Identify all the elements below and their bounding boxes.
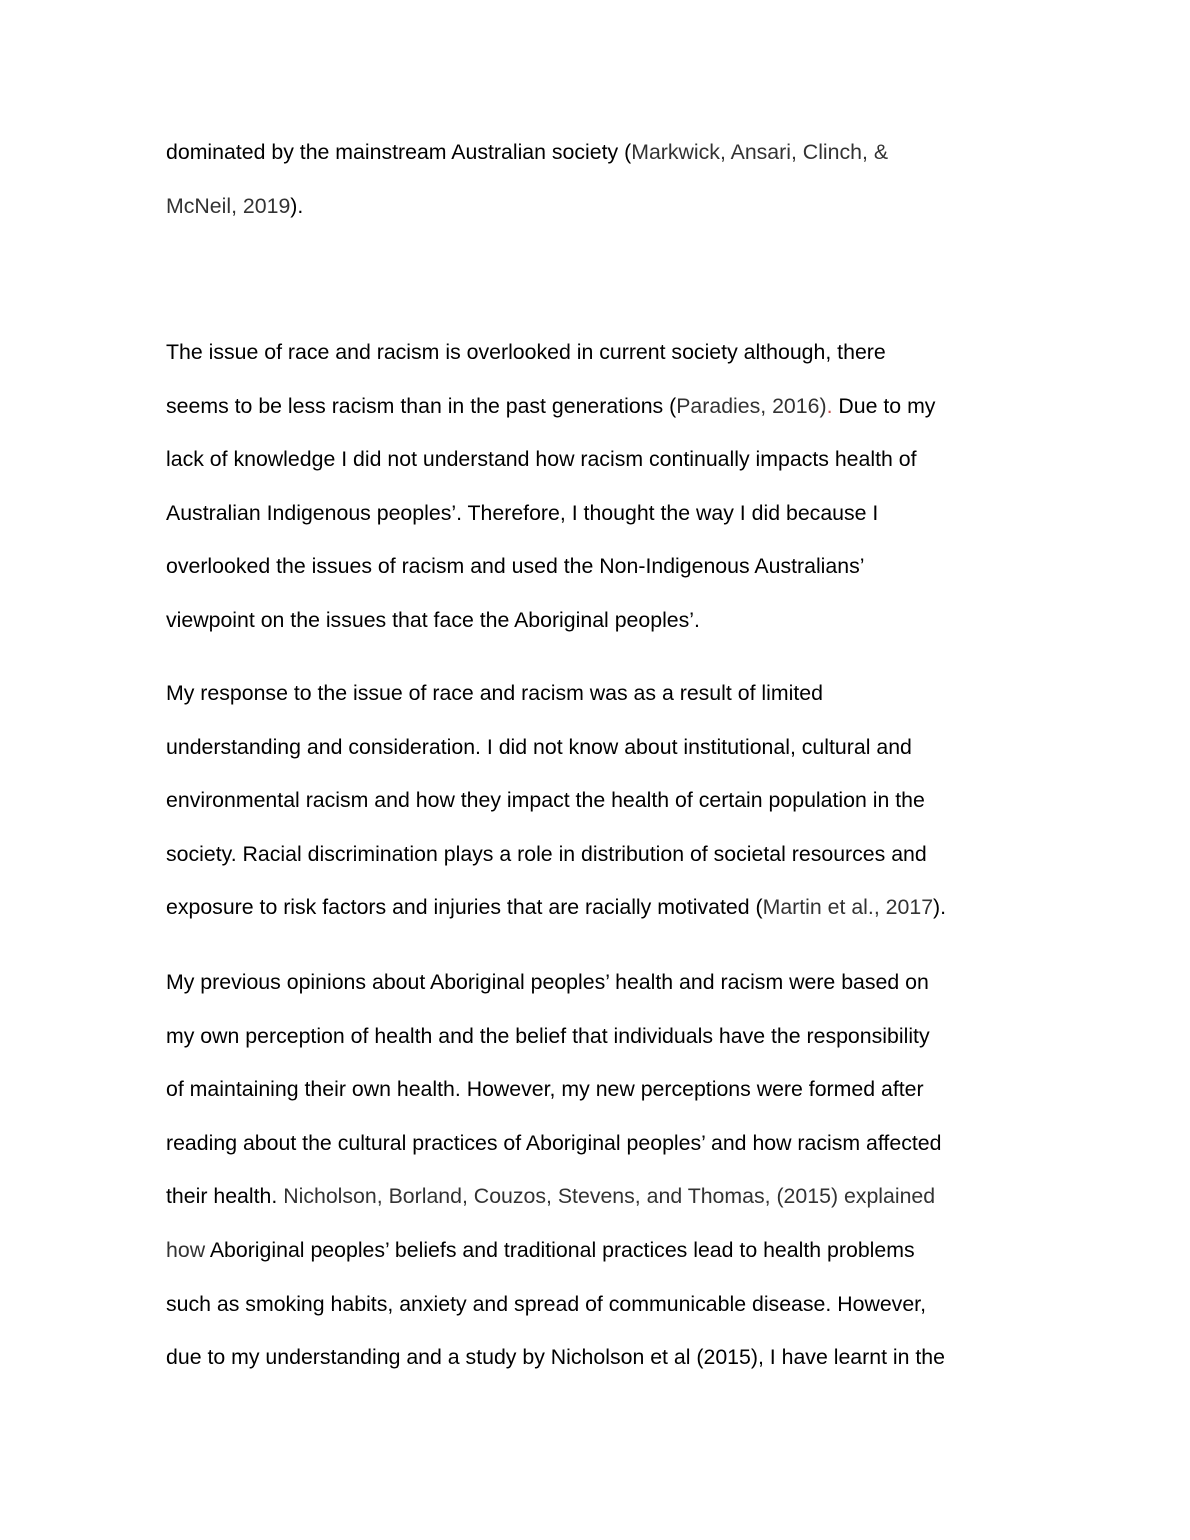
body-text: their health. [166, 1184, 284, 1209]
body-text: understanding and consideration. I did not know about institutional, cultural and [166, 734, 912, 759]
text-line [166, 594, 1046, 648]
body-text: society. Racial discrimination plays a role in distribution of societal resources and [166, 841, 927, 866]
body-text: reading about the cultural practices of Aboriginal peoples’ and how racism affected [166, 1130, 942, 1155]
body-text: Due to my [832, 393, 936, 418]
text-line [166, 956, 1046, 1010]
citation-text: Nicholson, Borland, Couzos, Stevens, and Thomas, (2015) explained [283, 1184, 936, 1209]
body-text: ). [290, 193, 304, 218]
text-line [166, 1278, 1046, 1332]
text-line [166, 774, 1046, 828]
text-line [166, 380, 1046, 434]
citation-text: how [166, 1237, 206, 1262]
citation-text: McNeil, 2019 [166, 193, 291, 218]
body-text: my own perception of health and the belief that individuals have the responsibility [166, 1023, 930, 1048]
body-text: The issue of race and racism is overlooked in current society although, there [166, 340, 886, 364]
text-line [166, 1224, 1046, 1278]
body-text: due to my understanding and a study by Nicholson et al (2015), I have learnt in the [166, 1345, 946, 1370]
body-text: Australian Indigenous peoples’. Therefore, I thought the way I did because I [166, 500, 879, 525]
text-line [166, 126, 1046, 180]
text-line [166, 1331, 1046, 1385]
text-line [166, 828, 1046, 882]
body-text: seems to be less racism than in the past generations ( [166, 393, 677, 418]
text-line [166, 180, 1046, 234]
body-text: My response to the issue of race and racism was as a result of limited [166, 681, 823, 705]
body-text: . [826, 393, 833, 418]
paragraph-4 [166, 956, 1046, 1385]
text-line [166, 487, 1046, 541]
body-text: overlooked the issues of racism and used the Non-Indigenous Australians’ [166, 554, 865, 579]
text-line [166, 1063, 1046, 1117]
body-text: of maintaining their own health. However, my new perceptions were formed after [166, 1077, 924, 1102]
text-line [166, 1170, 1046, 1224]
citation-text: Paradies, 2016) [676, 393, 827, 418]
body-text: environmental racism and how they impact the health of certain population in the [166, 788, 925, 813]
text-line [166, 881, 1046, 935]
paragraph-2 [166, 326, 1046, 648]
text-line [166, 540, 1046, 594]
text-line [166, 1117, 1046, 1171]
paragraph-3 [166, 667, 1046, 935]
body-text: My previous opinions about Aboriginal peoples’ health and racism were based on [166, 970, 929, 994]
citation-text: Markwick, Ansari, Clinch, & [631, 140, 889, 164]
text-line [166, 433, 1046, 487]
paragraph-1 [166, 126, 1046, 233]
body-text: dominated by the mainstream Australian society ( [166, 140, 632, 164]
text-line [166, 667, 1046, 721]
body-text: exposure to risk factors and injuries that are racially motivated ( [166, 895, 763, 920]
body-text: viewpoint on the issues that face the Aboriginal peoples’. [166, 607, 700, 632]
text-line [166, 1010, 1046, 1064]
text-line [166, 721, 1046, 775]
body-text: Aboriginal peoples’ beliefs and traditional practices lead to health problems [205, 1237, 915, 1262]
text-line [166, 326, 1046, 380]
body-text: lack of knowledge I did not understand how racism continually impacts health of [166, 447, 917, 472]
body-text: ). [933, 895, 947, 920]
body-text: such as smoking habits, anxiety and spread of communicable disease. However, [166, 1291, 926, 1316]
citation-text: Martin et al., 2017 [762, 895, 934, 920]
